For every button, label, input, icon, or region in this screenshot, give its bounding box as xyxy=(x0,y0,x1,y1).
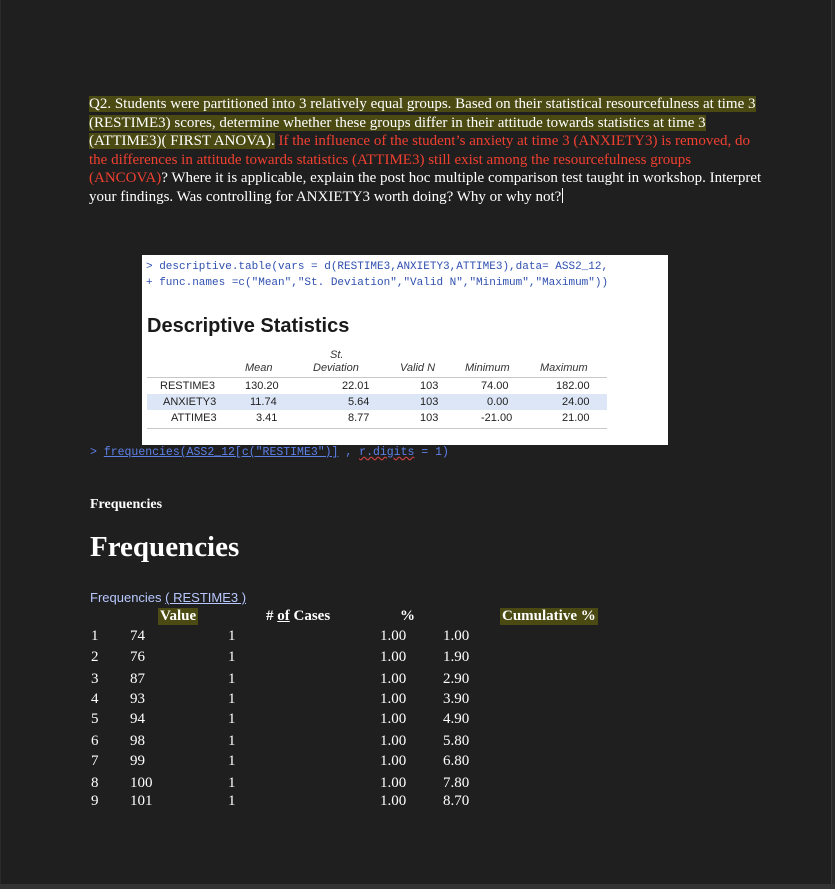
row-percent: 1.00 xyxy=(380,671,407,687)
header-st: St. xyxy=(330,349,344,361)
row-index: 6 xyxy=(91,733,99,749)
window-bottom-strip xyxy=(0,884,835,889)
cases-label: Cases xyxy=(289,608,331,624)
row-label: RESTIME3 xyxy=(160,380,216,392)
column-percent: % xyxy=(400,608,415,624)
row-value: 98 xyxy=(130,733,145,749)
row-count: 1 xyxy=(228,691,236,707)
row-count: 1 xyxy=(228,649,236,665)
row-count: 1 xyxy=(228,775,236,791)
question-red-text: If the influence of the student’s anxiety at time 3 (ANXIETY3) is removed, do the differences in attitude towards statistics (ATTIME3) still exist among the resourcefulness groups xyxy=(89,133,750,168)
column-cumulative: Cumulative % xyxy=(502,608,596,624)
header-deviation: Deviation xyxy=(313,362,359,374)
frequencies-heading-small: Frequencies xyxy=(90,497,163,512)
row-value: 87 xyxy=(130,671,145,687)
row-percent: 1.00 xyxy=(380,733,407,749)
row-cumulative: 4.90 xyxy=(443,711,470,727)
text-cursor xyxy=(562,188,563,203)
cell-sd: 22.01 xyxy=(342,380,370,392)
header-valid-n: Valid N xyxy=(400,362,436,374)
descriptive-row xyxy=(147,410,607,426)
row-value: 74 xyxy=(130,628,145,644)
row-index: 4 xyxy=(91,691,99,707)
row-index: 9 xyxy=(91,793,99,809)
row-index: 2 xyxy=(91,649,99,665)
row-index: 3 xyxy=(91,671,99,687)
row-percent: 1.00 xyxy=(380,649,407,665)
cell-max: 182.00 xyxy=(556,380,590,392)
table-row xyxy=(1,649,831,669)
cases-of: of xyxy=(277,608,290,624)
row-value: 99 xyxy=(130,753,145,769)
descriptive-header xyxy=(147,347,607,378)
console-line-1: > descriptive.table(vars = d(RESTIME3,ANXIETY3,ATTIME3),data= ASS2_12, xyxy=(146,261,609,273)
header-maximum: Maximum xyxy=(540,362,588,374)
row-index: 7 xyxy=(91,753,99,769)
cell-max: 24.00 xyxy=(562,396,590,408)
table-row xyxy=(1,775,831,795)
question-highlight-1: Q2. Students were partitioned into 3 relatively equal groups. Based on their statistical resourcefulness at time 3 (RESTIME3) scores, determine whether these groups differ in their attitude towards statistics at time 3 (ATTIME3)( FIRST ANOVA). xyxy=(89,96,756,150)
question-paragraph[interactable] xyxy=(89,95,769,207)
row-percent: 1.00 xyxy=(380,628,407,644)
row-cumulative: 3.90 xyxy=(443,691,470,707)
cell-min: 0.00 xyxy=(487,396,509,408)
table-row xyxy=(1,671,831,691)
subheading-prefix: Frequencies xyxy=(90,590,166,605)
row-label: ATTIME3 xyxy=(171,412,217,424)
row-percent: 1.00 xyxy=(380,775,407,791)
frequencies-command xyxy=(90,446,449,459)
console-prompt: > xyxy=(90,446,104,459)
row-cumulative: 1.90 xyxy=(443,649,470,665)
row-count: 1 xyxy=(228,793,236,809)
header-mean: Mean xyxy=(245,362,273,374)
row-count: 1 xyxy=(228,733,236,749)
row-cumulative: 2.90 xyxy=(443,671,470,687)
row-value: 100 xyxy=(130,775,153,791)
row-percent: 1.00 xyxy=(380,711,407,727)
console-line-2: + func.names =c("Mean","St. Deviation","Valid N","Minimum","Maximum")) xyxy=(146,277,609,289)
row-percent: 1.00 xyxy=(380,793,407,809)
subheading-variable: ( RESTIME3 ) xyxy=(165,590,247,605)
cell-mean: 130.20 xyxy=(245,380,279,392)
row-count: 1 xyxy=(228,753,236,769)
question-ancova: (ANCOVA) xyxy=(89,170,162,187)
cell-min: -21.00 xyxy=(481,412,513,424)
descriptive-row xyxy=(147,378,607,394)
table-row xyxy=(1,733,831,753)
cell-max: 21.00 xyxy=(562,412,590,424)
row-cumulative: 6.80 xyxy=(443,753,470,769)
cell-n: 103 xyxy=(420,380,439,392)
row-value: 93 xyxy=(130,691,145,707)
row-index: 1 xyxy=(91,628,99,644)
r-digits-arg: r.digits xyxy=(359,446,415,459)
cell-n: 103 xyxy=(420,412,439,424)
document-page xyxy=(1,0,832,884)
row-count: 1 xyxy=(228,671,236,687)
row-count: 1 xyxy=(228,711,236,727)
command-separator: , xyxy=(338,446,360,459)
descriptive-table xyxy=(147,347,607,429)
descriptive-row xyxy=(147,394,607,410)
cell-min: 74.00 xyxy=(481,380,509,392)
table-row xyxy=(1,691,831,711)
row-cumulative: 5.80 xyxy=(443,733,470,749)
row-index: 5 xyxy=(91,711,99,727)
row-value: 76 xyxy=(130,649,145,665)
cell-mean: 11.74 xyxy=(250,396,277,408)
frequencies-call: frequencies(ASS2_12[c("RESTIME3")] xyxy=(103,446,339,459)
question-rest: ? Where it is applicable, explain the post hoc multiple comparison test taught in workshop. Interpret your findings. Was controlling for ANXIETY3 worth doing? Why or why not? xyxy=(89,170,762,205)
row-percent: 1.00 xyxy=(380,691,407,707)
row-cumulative: 8.70 xyxy=(443,793,470,809)
frequencies-subheading xyxy=(90,590,246,605)
header-minimum: Minimum xyxy=(465,362,510,374)
row-value: 101 xyxy=(130,793,153,809)
row-cumulative: 7.80 xyxy=(443,775,470,791)
cell-n: 103 xyxy=(420,396,439,408)
row-index: 8 xyxy=(91,775,99,791)
descriptive-title: Descriptive Statistics xyxy=(147,315,350,337)
table-row xyxy=(1,793,831,813)
cases-hash: # xyxy=(266,608,278,624)
table-row xyxy=(1,711,831,731)
r-output-image xyxy=(142,255,668,445)
table-row xyxy=(1,753,831,773)
frequencies-heading-big: Frequencies xyxy=(90,531,240,563)
row-cumulative: 1.00 xyxy=(443,628,470,644)
column-value: Value xyxy=(160,608,197,624)
row-value: 94 xyxy=(130,711,145,727)
descriptive-bottom-rule xyxy=(147,426,607,429)
cell-mean: 3.41 xyxy=(256,412,278,424)
cell-sd: 5.64 xyxy=(348,396,370,408)
cell-sd: 8.77 xyxy=(348,412,370,424)
command-tail: = 1) xyxy=(414,446,449,459)
column-cases xyxy=(266,608,330,625)
row-count: 1 xyxy=(228,628,236,644)
table-row xyxy=(1,628,831,648)
row-label: ANXIETY3 xyxy=(163,396,217,408)
row-percent: 1.00 xyxy=(380,753,407,769)
